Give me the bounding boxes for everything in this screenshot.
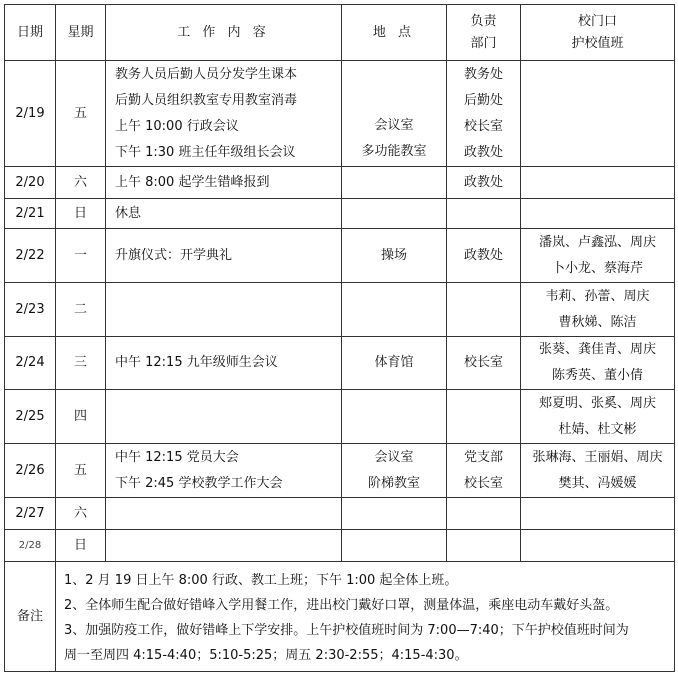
header-dept-line: 负责	[470, 13, 497, 29]
weekday-cell: 五	[56, 61, 106, 167]
weekday-cell: 四	[56, 390, 106, 444]
dept-line: 政教处	[463, 174, 503, 190]
location-cell	[342, 444, 447, 498]
dept-line: 政教处	[463, 144, 503, 160]
location-line: 会议室	[374, 118, 414, 133]
header-dept	[447, 5, 521, 61]
weekday-cell: 三	[56, 337, 106, 390]
work-line: 中午 12:15 九年级师生会议	[115, 355, 278, 370]
guard-cell	[521, 530, 675, 562]
weekday-cell: 五	[56, 444, 106, 498]
work-cell	[106, 337, 342, 390]
header-guard	[521, 5, 675, 61]
work-line: 中午 12:15 党员大会	[115, 449, 239, 465]
note-line: 周一至周四 4:15-4:40；5:10-5:25；周五 2:30-2:55；4:15-4:30。	[64, 647, 468, 663]
notes-row	[5, 562, 675, 672]
dept-line: 校长室	[463, 355, 503, 370]
work-line: 休息	[115, 205, 142, 221]
work-line: 上午 10:00 行政会议	[115, 118, 239, 134]
guard-cell	[521, 337, 675, 390]
header-guard-line: 护校值班	[571, 35, 624, 51]
dept-line: 党支部	[463, 449, 503, 465]
location-cell	[342, 167, 447, 199]
date-cell: 2/24	[5, 337, 56, 390]
schedule-table	[4, 4, 675, 672]
work-line: 教务人员后勤人员分发学生课本	[115, 66, 298, 82]
location-cell	[342, 530, 447, 562]
work-cell	[106, 444, 342, 498]
work-cell	[106, 229, 342, 283]
guard-cell	[521, 61, 675, 167]
weekday-cell: 六	[56, 498, 106, 530]
location-line: 体育馆	[374, 355, 414, 370]
dept-line: 后勤处	[463, 92, 503, 108]
work-cell	[106, 530, 342, 562]
guard-cell	[521, 444, 675, 498]
date-cell: 2/28	[5, 530, 56, 562]
note-line: 3、加强防疫工作，做好错峰上下学安排。上午护校值班时间为 7:00—7:40；下午护校值班时间为	[64, 622, 629, 638]
guard-cell	[521, 283, 675, 337]
dept-line: 教务处	[463, 66, 503, 82]
notes-label: 备注	[5, 562, 56, 672]
header-row	[5, 5, 675, 61]
table-row	[5, 498, 675, 530]
note-line: 2、全体师生配合做好错峰入学用餐工作，进出校门戴好口罩，测量体温，乘座电动车戴好头盔。	[64, 597, 619, 613]
weekday-cell: 二	[56, 283, 106, 337]
notes-cell	[56, 562, 675, 672]
header-dept-line: 部门	[470, 35, 497, 51]
table-row	[5, 283, 675, 337]
header-guard-line: 校门口	[577, 13, 617, 29]
weekday-cell: 日	[56, 199, 106, 229]
header-work	[106, 5, 342, 61]
work-line: 下午 1:30 班主任年级组长会议	[115, 144, 296, 160]
guard-cell	[521, 229, 675, 283]
date-cell: 2/27	[5, 498, 56, 530]
note-line: 1、2 月 19 日上午 8:00 行政、教工上班；下午 1:00 起全体上班。	[64, 572, 458, 588]
work-cell	[106, 390, 342, 444]
location-line: 操场	[380, 247, 407, 263]
header-weekday: 星期	[56, 5, 106, 61]
dept-cell	[447, 229, 521, 283]
guard-line: 张葵、龚佳青、周庆	[538, 342, 656, 357]
dept-cell	[447, 498, 521, 530]
date-cell: 2/19	[5, 61, 56, 167]
location-cell	[342, 337, 447, 390]
header-date: 日期	[5, 5, 56, 61]
guard-line: 郏夏明、张奚、周庆	[538, 395, 656, 411]
date-cell: 2/23	[5, 283, 56, 337]
dept-cell	[447, 390, 521, 444]
guard-cell	[521, 167, 675, 199]
dept-cell	[447, 283, 521, 337]
dept-cell	[447, 530, 521, 562]
date-cell: 2/20	[5, 167, 56, 199]
location-line: 阶梯教室	[367, 475, 420, 491]
guard-line: 韦莉、孙蕾、周庆	[545, 288, 650, 304]
work-line: 升旗仪式：开学典礼	[115, 247, 233, 263]
guard-cell	[521, 498, 675, 530]
dept-line: 校长室	[463, 118, 503, 134]
table-row	[5, 337, 675, 390]
dept-cell	[447, 444, 521, 498]
dept-line: 校长室	[463, 475, 503, 491]
header-work-label: 工 作 内 容	[177, 24, 270, 40]
guard-line: 樊其、冯媛媛	[558, 475, 637, 491]
date-cell: 2/25	[5, 390, 56, 444]
location-cell	[342, 199, 447, 229]
guard-cell	[521, 199, 675, 229]
work-cell	[106, 61, 342, 167]
work-cell	[106, 498, 342, 530]
work-cell	[106, 283, 342, 337]
guard-line: 潘岚、卢鑫泓、周庆	[538, 234, 656, 250]
table-row	[5, 390, 675, 444]
work-line: 下午 2:45 学校教学工作大会	[115, 475, 283, 491]
weekday-cell: 一	[56, 229, 106, 283]
guard-cell	[521, 390, 675, 444]
work-line: 后勤人员组织教室专用教室消毒	[115, 92, 298, 108]
table-row	[5, 444, 675, 498]
guard-line: 陈秀英、董小倩	[551, 368, 643, 383]
header-location: 地 点	[342, 5, 447, 61]
dept-line: 政教处	[463, 247, 503, 263]
location-line: 会议室	[374, 449, 414, 465]
work-cell	[106, 199, 342, 229]
table-row	[5, 61, 675, 167]
location-cell	[342, 283, 447, 337]
table-row	[5, 199, 675, 229]
dept-cell	[447, 61, 521, 167]
dept-cell	[447, 167, 521, 199]
guard-line: 曹秋娣、陈洁	[558, 314, 637, 330]
location-cell	[342, 61, 447, 167]
dept-cell	[447, 199, 521, 229]
date-cell: 2/26	[5, 444, 56, 498]
table-row	[5, 530, 675, 562]
table-row	[5, 167, 675, 199]
guard-line: 张琳海、王丽娟、周庆	[532, 449, 663, 465]
location-line: 多功能教室	[361, 144, 427, 159]
date-cell: 2/21	[5, 199, 56, 229]
guard-line: 杜婧、杜文彬	[558, 421, 637, 437]
work-cell	[106, 167, 342, 199]
location-cell	[342, 229, 447, 283]
table-row	[5, 229, 675, 283]
weekday-cell: 日	[56, 530, 106, 562]
location-cell	[342, 498, 447, 530]
work-line: 上午 8:00 起学生错峰报到	[115, 174, 270, 190]
weekday-cell: 六	[56, 167, 106, 199]
location-cell	[342, 390, 447, 444]
dept-cell	[447, 337, 521, 390]
date-cell: 2/22	[5, 229, 56, 283]
guard-line: 卜小龙、蔡海芹	[551, 260, 643, 276]
